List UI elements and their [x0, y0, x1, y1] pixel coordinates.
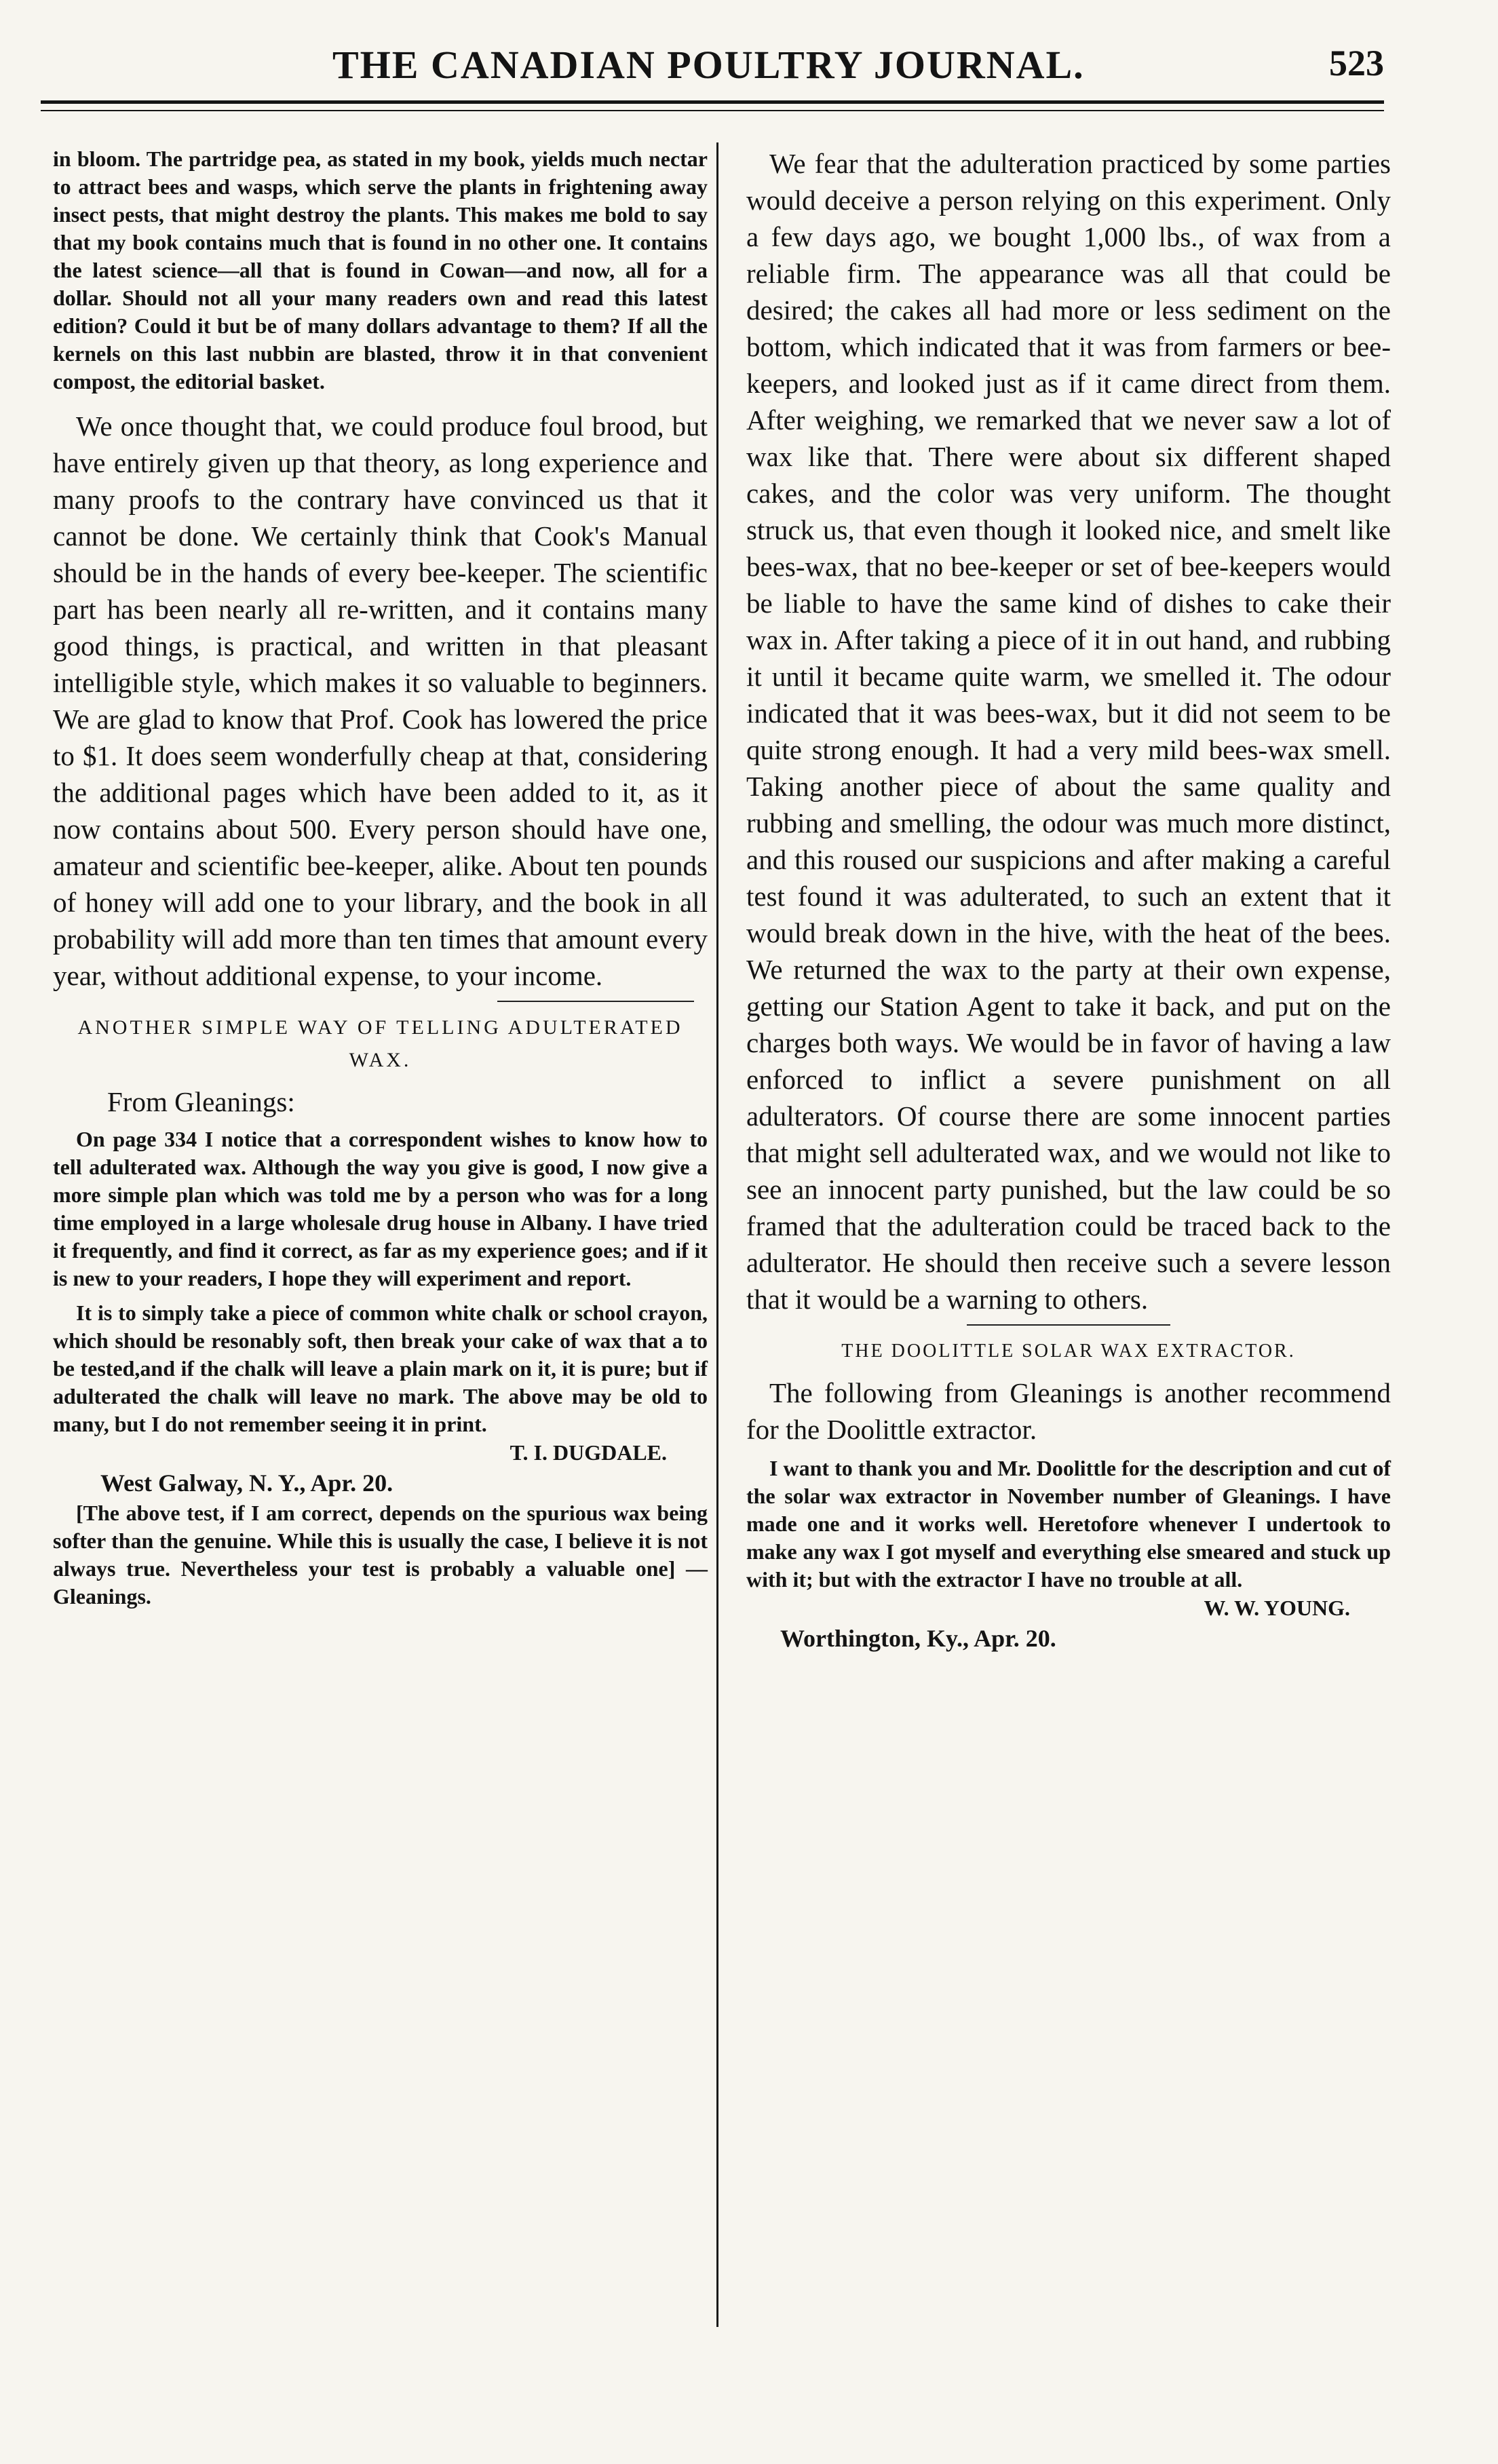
right-paragraph-2: The following from Gleanings is another recommend for the Doolittle extractor. [746, 1377, 1391, 1445]
section-rule-right [967, 1324, 1170, 1326]
section-heading-doolittle: THE DOOLITTLE SOLAR WAX EXTRACTOR. [841, 1341, 1296, 1362]
right-place-date: Worthington, Ky., Apr. 20. [780, 1625, 1056, 1652]
right-signature: W. W. YOUNG. [1204, 1596, 1350, 1620]
letter-signature: T. I. DUGDALE. [510, 1440, 667, 1465]
right-letter: I want to thank you and Mr. Doolittle for the description and cut of the solar wax extractor in November number of Gleanings. I have made one and it works well. Heretofore whenever I undertook to make any wax I got myself and everything else smeared and stuck up with it; but with the extractor I have no trouble at all. [746, 1456, 1391, 1592]
section-rule [497, 1001, 694, 1002]
journal-title: THE CANADIAN POULTRY JOURNAL. [332, 43, 1085, 87]
source-line: From Gleanings: [107, 1086, 295, 1117]
right-paragraph-1: We fear that the adulteration practiced by some parties would deceive a person relying on this experiment. Only a few days ago, we bought 1,000 lbs., of wax from a reliable firm. The appearance was all that could be desired; the cakes all had more or less sediment on the bottom, which indicated that it was from farmers or bee-keepers, and looked just as if it came direct from them. After weighing, we remarked that we never saw a lot of wax like that. There were about six different shaped cakes, and the color was very uniform. The thought struck us, that even though it looked nice, and smelt like bees-wax, that no bee-keeper or set of bee-keepers would be liable to have the same kind of dishes to cake their wax in. After taking a piece of it in out hand, and rubbing it until it became quite warm, we smelled it. The odour indicated that it was bees-wax, but it did not seem to be quite strong enough. It had a very mild bees-wax smell. Taking another piece of about the same quality and rubbing and smelling, the odour was much more distinct, and this roused our suspicions and after making a careful test found it was adulterated, to such an extent that it would break down in the hive, with the heat of the bees. We returned the wax to the party at their own expense, getting our Station Agent to take it back, and put on the charges both ways. We would be in favor of having a law enforced to inflict a severe punishment on all adulterators. Of course there are some innocent parties that might sell adulterated wax, and we would not like to see an innocent party punished, but the law could be so framed that the adulteration could be traced back to the adulterator. He should then receive such a severe lesson that it would be a warning to others. [746, 148, 1391, 1315]
section-heading-adulterated-wax: ANOTHER SIMPLE WAY OF TELLING ADULTERATED WAX. [77, 1016, 683, 1071]
column-divider [716, 142, 718, 2327]
letter-paragraph-1: On page 334 I notice that a correspondent wishes to know how to tell adulterated wax. Although the way you give is good, I now give a more simple plan which was told me by a person who was for a long time employed in a large wholesale drug house in Albany. I have tried it frequently, and find it correct, as far as my experience goes; and if it is new to your readers, I hope they will experiment and report. [53, 1127, 708, 1290]
header-rule-thin [41, 110, 1384, 111]
right-column [746, 145, 1391, 1655]
left-column [53, 145, 708, 1611]
editor-note: [The above test, if I am correct, depends on the spurious wax being softer than the genuine. While this is usually the case, I believe it is not always true. Nevertheless your test is probably a valuable one] —Gleanings. [53, 1501, 708, 1609]
page-number: 523 [1329, 43, 1384, 83]
header-rule [41, 100, 1384, 104]
letter-paragraph-2: It is to simply take a piece of common white chalk or school crayon, which should be resonably soft, then break your cake of wax that a to be tested,and if the chalk will leave a plain mark on it, it is pure; but if adulterated the chalk will leave no mark. The above may be old to many, but I do not remember seeing it in print. [53, 1301, 708, 1436]
letter-place-date: West Galway, N. Y., Apr. 20. [100, 1469, 393, 1497]
page-header [41, 42, 1384, 96]
left-paragraph-1: in bloom. The partridge pea, as stated in my book, yields much nectar to attract bees and wasps, which serve the plants in frightening away insect pests, that might destroy the plants. This makes me bold to say that my book contains much that is found in no other one. It contains the latest science—all that is found in Cowan—and now, all for a dollar. Should not all your many readers own and read this latest edition? Could it but be of many dollars advantage to them? If all the kernels on this last nubbin are blasted, throw it in that convenient compost, the editorial basket. [53, 147, 708, 393]
left-paragraph-2: We once thought that, we could produce foul brood, but have entirely given up that theory, as long experience and many proofs to the contrary have convinced us that it cannot be done. We certainly think that Cook's Manual should be in the hands of every bee-keeper. The scientific part has been nearly all re-written, and it contains many good things, is practical, and written in that pleasant intelligible style, which makes it so valuable to beginners. We are glad to know that Prof. Cook has lowered the price to $1. It does seem wonderfully cheap at that, considering the additional pages which have been added to it, as it now contains about 500. Every person should have one, amateur and scientific bee-keeper, alike. About ten pounds of honey will add one to your library, and the book in all probability will add more than ten times that amount every year, without additional expense, to your income. [53, 410, 708, 991]
